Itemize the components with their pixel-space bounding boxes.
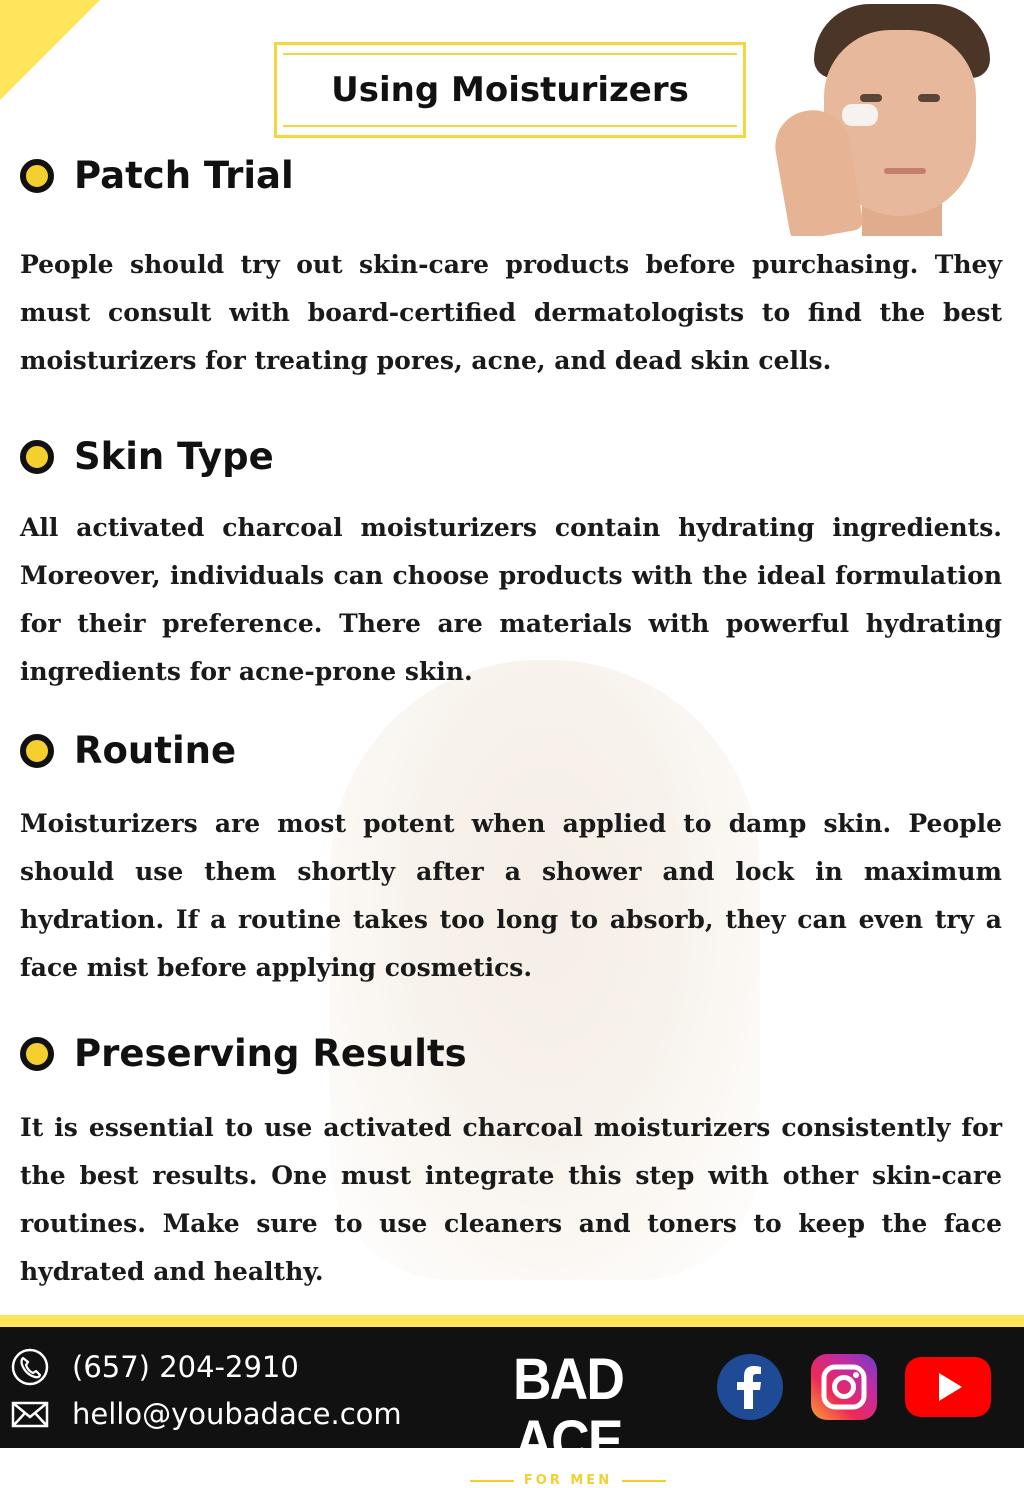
brand-tagline-row <box>458 1473 678 1488</box>
man-applying-cream-photo <box>772 0 1024 236</box>
section-heading-text: Routine <box>74 729 237 772</box>
phone-number: (657) 204-2910 <box>72 1350 299 1384</box>
section-heading-text: Patch Trial <box>74 154 294 197</box>
brand-logo <box>458 1349 678 1488</box>
section-heading-text: Skin Type <box>74 435 274 478</box>
facebook-icon[interactable] <box>716 1353 784 1425</box>
section-body: All activated charcoal moisturizers contain hydrating ingredients. Moreover, individuals can choose products with the ideal formulation for their preference. There are materials with powerful hydrating ingredients for acne-prone skin. <box>20 513 1002 686</box>
section-heading <box>20 1032 467 1075</box>
bullet-icon <box>20 440 54 474</box>
brand-name: BAD ACE <box>512 1347 624 1474</box>
section-body: Moisturizers are most potent when applied to damp skin. People should use them shortly after a shower and lock in maximum hydration. If a routine takes too long to absorb, they can even try a face mist before applying cosmetics. <box>20 809 1002 982</box>
section-heading <box>20 729 236 772</box>
section-heading-text: Preserving Results <box>74 1032 467 1075</box>
bullet-icon <box>20 159 54 193</box>
page-title: Using Moisturizers <box>283 53 737 127</box>
youtube-icon[interactable] <box>904 1353 992 1425</box>
title-frame <box>274 42 746 138</box>
brand-tagline: FOR MEN <box>523 1473 613 1488</box>
contact-email[interactable] <box>10 1394 402 1434</box>
contact-phone[interactable] <box>10 1347 299 1387</box>
phone-icon <box>10 1347 50 1387</box>
bullet-icon <box>20 1037 54 1071</box>
bullet-icon <box>20 734 54 768</box>
section-body: It is essential to use activated charcoal moisturizers consistently for the best results. One must integrate this step with other skin-care routines. Make sure to use cleaners and toners to keep the face hydrated and healthy. <box>20 1113 1002 1286</box>
section-heading <box>20 435 274 478</box>
footer-stripe <box>0 1315 1024 1327</box>
mail-icon <box>10 1394 50 1434</box>
section-body: People should try out skin-care products before purchasing. They must consult with board-certified dermatologists to find the best moisturizers for treating pores, acne, and dead skin cells. <box>20 250 1002 375</box>
email-address: hello@youbadace.com <box>72 1397 402 1431</box>
section-heading <box>20 154 294 197</box>
corner-decoration-top-left <box>0 0 100 100</box>
instagram-icon[interactable] <box>810 1353 878 1425</box>
